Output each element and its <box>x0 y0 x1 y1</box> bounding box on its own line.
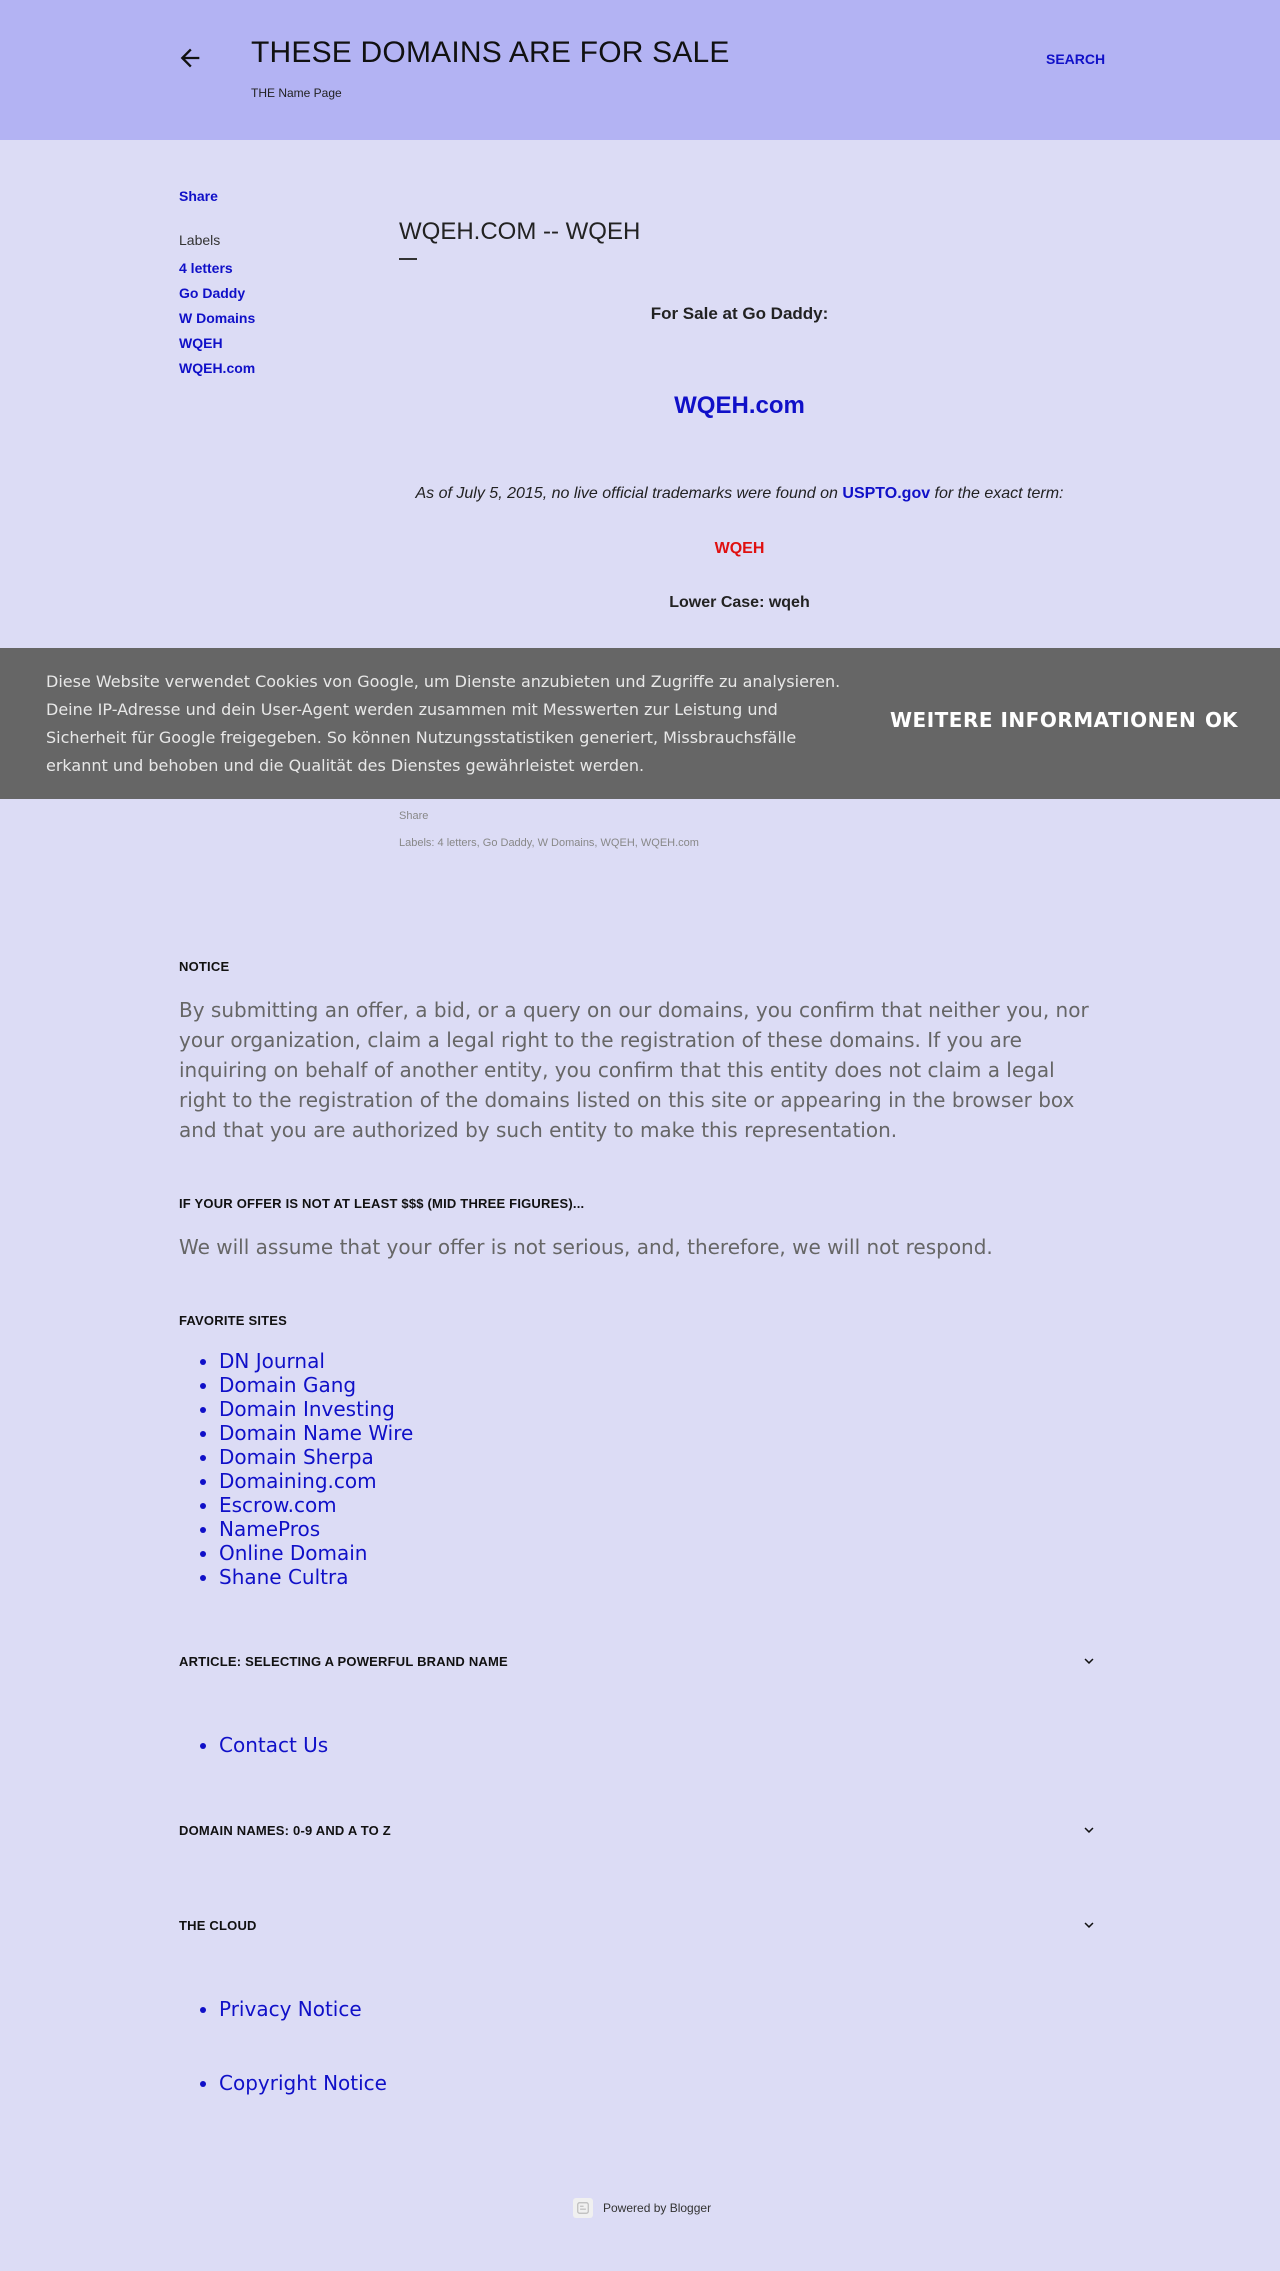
lower-case-term: Lower Case: wqeh <box>669 594 810 611</box>
site-title[interactable]: THESE DOMAINS ARE FOR SALE <box>251 36 730 69</box>
favorite-link[interactable]: • Shane Cultra <box>219 1565 413 1589</box>
favorite-link[interactable]: • Domain Name Wire <box>219 1421 413 1445</box>
domain-link[interactable]: WQEH.com <box>674 392 805 419</box>
post-title: WQEH.COM -- WQEH <box>399 218 641 245</box>
uspto-link[interactable]: USPTO.gov <box>842 485 931 502</box>
favorite-link[interactable]: • Domain Investing <box>219 1397 413 1421</box>
privacy-link[interactable]: • Privacy Notice <box>219 1997 362 2021</box>
trademark-prefix: As of July 5, 2015, no live official trademarks were found on <box>415 485 843 502</box>
favorite-link[interactable]: • Domain Sherpa <box>219 1445 413 1469</box>
favorite-link[interactable]: • DN Journal <box>219 1349 413 1373</box>
trademark-suffix: for the exact term: <box>930 485 1064 502</box>
post-share-link[interactable]: Share <box>399 810 429 822</box>
title-divider <box>399 258 417 260</box>
label-link[interactable]: W Domains <box>179 310 256 326</box>
favorite-link[interactable]: • Online Domain <box>219 1541 413 1565</box>
powered-by-label: Powered by Blogger <box>603 2201 712 2215</box>
back-arrow-icon[interactable] <box>176 44 204 72</box>
notice-text: By submitting an offer, a bid, or a query on our domains, you confirm that neither you, nor your organization, claim a legal right to the registration of these domains. If you are inquiring on behalf of another entity, you confirm that this entity does not claim a legal right to the registration of the domains listed on this site or appearing in the browser box and that you are authorized by such entity to make this representation. <box>179 998 1089 1142</box>
search-button[interactable]: SEARCH <box>1046 51 1106 67</box>
copyright-link[interactable]: • Copyright Notice <box>219 2071 387 2095</box>
sidebar <box>179 188 379 385</box>
chevron-down-icon[interactable] <box>1080 1916 1098 1934</box>
contact-list <box>179 1733 328 1757</box>
chevron-down-icon[interactable] <box>1080 1821 1098 1839</box>
label-link[interactable]: WQEH.com <box>179 360 256 376</box>
favorites-title: FAVORITE SITES <box>179 1313 288 1328</box>
sidebar-share-link[interactable]: Share <box>179 188 218 204</box>
post-labels: Labels: 4 letters, Go Daddy, W Domains, WQEH, WQEH.com <box>399 837 699 849</box>
label-link[interactable]: WQEH <box>179 335 223 351</box>
post <box>399 218 1080 611</box>
cookie-text: Diese Website verwendet Cookies von Google, um Dienste anzubieten und Zugriffe zu analysieren. Deine IP-Adresse und dein User-Agent werden zusammen mit Messwerten zur Leistung und Sicherheit für Google freigegeben. So können Nutzungsstatistiken generiert, Missbrauchsfälle erkannt und behoben und die Qualität des Dienstes gewährleistet werden. <box>46 672 841 775</box>
favorite-link[interactable]: • Domaining.com <box>219 1469 413 1493</box>
cloud-title[interactable]: THE CLOUD <box>179 1918 257 1933</box>
privacy-list <box>179 1997 362 2021</box>
label-link[interactable]: Go Daddy <box>179 285 246 301</box>
favorites-list <box>179 1349 413 1589</box>
cookie-ok-button[interactable]: OK <box>1205 708 1238 732</box>
trademark-term: WQEH <box>714 540 765 557</box>
site-header <box>0 0 1280 140</box>
label-list <box>179 260 379 385</box>
favorite-link[interactable]: • Escrow.com <box>219 1493 413 1517</box>
cookie-banner <box>0 648 1280 799</box>
site-description: THE Name Page <box>251 86 342 100</box>
favorite-link[interactable]: • Domain Gang <box>219 1373 413 1397</box>
chevron-down-icon[interactable] <box>1080 1652 1098 1670</box>
label-link[interactable]: 4 letters <box>179 260 233 276</box>
offer-title: IF YOUR OFFER IS NOT AT LEAST $$$ (MID THREE FIGURES)... <box>179 1196 585 1211</box>
powered-by[interactable] <box>573 2198 711 2218</box>
for-sale-heading: For Sale at Go Daddy: <box>650 304 829 323</box>
labels-heading: Labels <box>179 232 221 248</box>
article-title[interactable]: ARTICLE: SELECTING A POWERFUL BRAND NAME <box>179 1654 508 1669</box>
copyright-list <box>179 2071 387 2095</box>
domain-names-title[interactable]: DOMAIN NAMES: 0-9 AND A TO Z <box>179 1823 391 1838</box>
trademark-statement <box>399 485 1080 503</box>
offer-text: We will assume that your offer is not serious, and, therefore, we will not respond. <box>179 1235 993 1259</box>
favorite-link[interactable]: • NamePros <box>219 1517 413 1541</box>
cookie-more-info-button[interactable]: WEITERE INFORMATIONEN <box>890 708 1197 732</box>
blogger-icon <box>573 2198 593 2218</box>
notice-title: NOTICE <box>179 959 230 974</box>
contact-link[interactable]: • Contact Us <box>219 1733 328 1757</box>
